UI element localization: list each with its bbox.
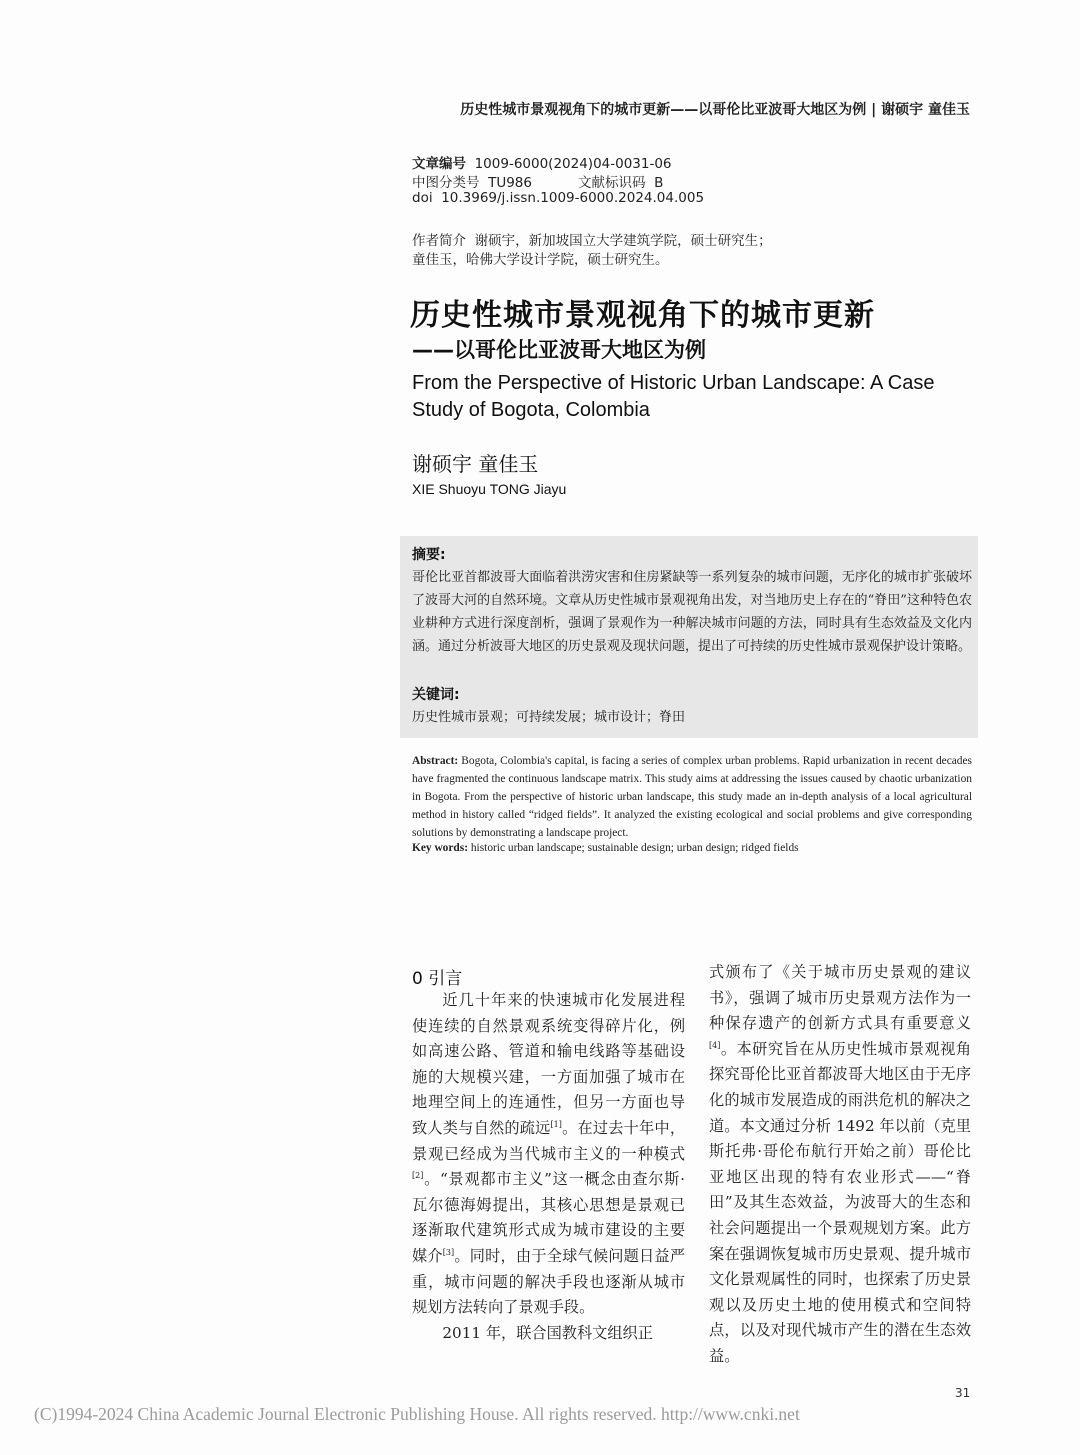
paragraph [412, 988, 685, 1321]
text-span: 。本研究旨在从历史性城市景观视角探究哥伦比亚首都波哥大地区由于无序化的城市发展造成的雨洪危机的解决之道。本文通过分析 1492 年以前（克里斯托弗·哥伦布航行开始之前）哥伦比亚地区出现的特有农业形式——“脊田”及其生态效益，为波哥大的生态和社会问题提出一个景观规划方案。此方案在强调恢复城市历史景观、提升城市文化景观属性的同时，也探索了历史景观以及历史土地的使用模式和空间特点，以及对现代城市产生的潜在生态效益。 [709, 1039, 971, 1365]
text-span: 。同时，由于全球气候问题日益严重，城市问题的解决手段也逐渐从城市规划方法转向了景观手段。 [412, 1246, 686, 1317]
doi-value: 10.3969/j.issn.1009-6000.2024.04.005 [441, 190, 705, 206]
page-number: 31 [955, 1386, 971, 1400]
abstract-cn-label: 摘要: [412, 547, 446, 563]
keywords-en-label: Key words: [412, 842, 468, 854]
article-number-label: 文章编号 [412, 156, 466, 172]
article-number [412, 152, 672, 172]
article-number-value: 1009-6000(2024)04-0031-06 [474, 156, 672, 172]
doc-code-label: 文献标识码 [578, 175, 646, 191]
copyright-footer: (C)1994-2024 China Academic Journal Electronic Publishing House. All rights reserved. http://www.cnki.net [34, 1404, 800, 1424]
author-info-label: 作者简介 [412, 233, 466, 249]
citation: [2] [412, 1171, 424, 1181]
author-info-text1: 谢硕宇，新加坡国立大学建筑学院，硕士研究生； [474, 233, 772, 249]
citation: [4] [709, 1040, 721, 1050]
keywords-en [412, 842, 799, 854]
classification [412, 171, 532, 191]
citation: [1] [550, 1119, 562, 1129]
authors-en: XIE Shuoyu TONG Jiayu [412, 481, 567, 497]
doc-code-value: B [654, 175, 664, 191]
paragraph [709, 960, 971, 1370]
abstract-en [412, 752, 972, 842]
running-head: 历史性城市景观视角下的城市更新——以哥伦比亚波哥大地区为例 | 谢硕宇 童佳玉 [460, 102, 970, 118]
author-info-line2: 童佳玉，哈佛大学设计学院，硕士研究生。 [412, 252, 669, 268]
section-heading: 0 引言 [412, 969, 463, 989]
text-span: 。在过去十年中，景观已经成为当代城市主义的一种模式 [412, 1118, 686, 1163]
authors-cn: 谢硕宇 童佳玉 [412, 452, 539, 476]
doi-label: doi [412, 190, 433, 206]
keywords-cn-label: 关键词: [412, 687, 460, 703]
title-cn: 历史性城市景观视角下的城市更新 [410, 298, 875, 333]
body-column-right [709, 960, 971, 1370]
author-info-line1 [412, 229, 772, 249]
citation: [3] [442, 1247, 455, 1257]
text-span: 近几十年来的快速城市化发展进程使连续的自然景观系统变得碎片化，例如高速公路、管道和输电线路等基础设施的大规模兴建，一方面加强了城市在地理空间上的连通性，但另一方面也导致人类与自然的疏远 [412, 991, 685, 1137]
body-column-left [412, 988, 685, 1346]
keywords-cn: 历史性城市景观；可持续发展；城市设计；脊田 [412, 710, 686, 725]
abstract-en-label: Abstract: [412, 755, 459, 767]
clc-label: 中图分类号 [412, 175, 480, 191]
text-span: 式颁布了《关于城市历史景观的建议书》，强调了城市历史景观方法作为一种保存遗产的创新方式具有重要意义 [709, 963, 971, 1033]
abstract-en-text: Bogota, Colombia's capital, is facing a series of complex urban problems. Rapid urbanization in recent decades have fragmented the continuous landscape matrix. This study aims at addressing the issues caused by chaotic urbanization in Bogota. From the perspective of historic urban landscape, this study made an in-depth analysis of a local agricultural method in history called “ridged fields”. It analyzed the existing ecological and social problems and give corresponding solutions by demonstrating a landscape project. [412, 755, 972, 839]
title-en: From the Perspective of Historic Urban Landscape: A Case Study of Bogota, Colombia [412, 372, 935, 421]
clc-value: TU986 [488, 175, 532, 191]
subtitle-cn: ——以哥伦比亚波哥大地区为例 [412, 338, 706, 362]
paragraph: 2011 年，联合国教科文组织正 [442, 1323, 653, 1342]
keywords-en-text: historic urban landscape; sustainable design; urban design; ridged fields [470, 842, 799, 854]
document-code [578, 171, 663, 191]
abstract-cn-text: 哥伦比亚首都波哥大面临着洪涝灾害和住房紧缺等一系列复杂的城市问题，无序化的城市扩张破坏了波哥大河的自然环境。文章从历史性城市景观视角出发，对当地历史上存在的“脊田”这种特色农业耕种方式进行深度剖析，强调了景观作为一种解决城市问题的方法，同时具有生态效益及文化内涵。通过分析波哥大地区的历史景观及现状问题，提出了可持续的历史性城市景观保护设计策略。 [412, 570, 972, 654]
text-span: 。“景观都市主义”这一概念由查尔斯·瓦尔德海姆提出，其核心思想是景观已逐渐取代建筑形式成为城市建设的主要媒介 [412, 1170, 685, 1265]
doi [412, 190, 704, 206]
